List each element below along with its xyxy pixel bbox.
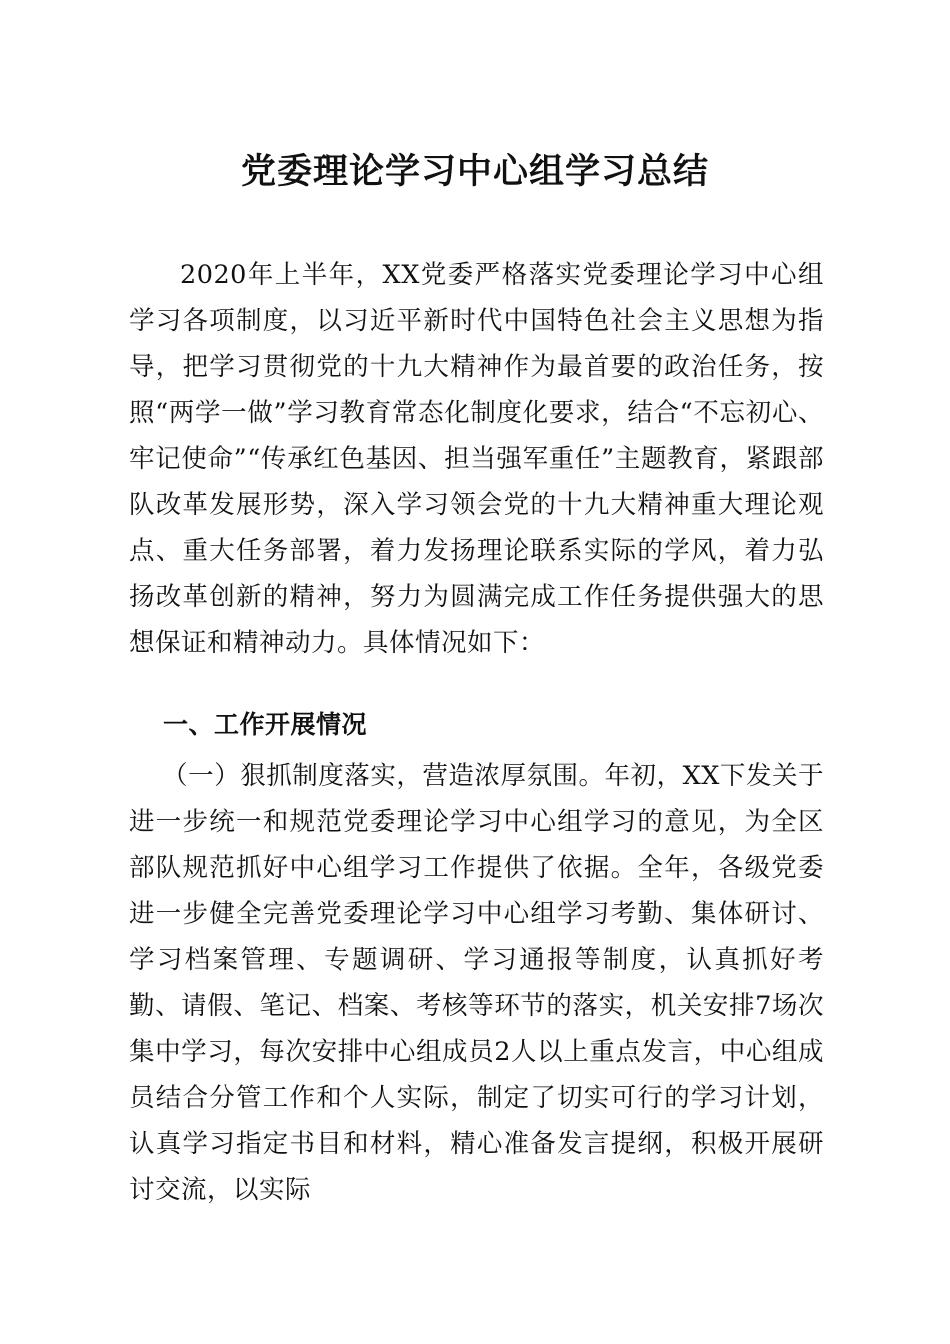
document-title: 党委理论学习中心组学习总结 (240, 151, 709, 192)
intro-paragraph: 2020年上半年，XX党委严格落实党委理论学习中心组学习各项制度，以习近平新时代中国特色社会主义思想为指导，把学习贯彻党的十九大精神作为最首要的政治任务，按照“两学一做”学习教育常态化制度化要求，结合“不忘初心、牢记使命”“传承红色基因、担当强军重任”主题教育，紧跟部队改革发展形势，深入学习领会党的十九大精神重大理论观点、重大任务部署，着力发扬理论联系实际的学风，着力弘扬改革创新的精神，努力为圆满完成工作任务提供强大的思想保证和精神动力。具体情况如下： (129, 260, 824, 658)
section-heading: 一、工作开展情况 (163, 710, 368, 739)
section-paragraph: （一）狠抓制度落实，营造浓厚氛围。年初，XX下发关于进一步统一和规范党委理论学习中心组学习的意见，为全区部队规范抓好中心组学习工作提供了依据。全年，各级党委进一步健全完善党委理论学习中心组学习考勤、集体研讨、学习档案管理、专题调研、学习通报等制度，认真抓好考勤、请假、笔记、档案、考核等环节的落实，机关安排7场次集中学习，每次安排中心组成员2人以上重点发言，中心组成员结合分管工作和个人实际，制定了切实可行的学习计划，认真学习指定书目和材料，精心准备发言提纲，积极开展研讨交流，以实际 (129, 761, 824, 1205)
